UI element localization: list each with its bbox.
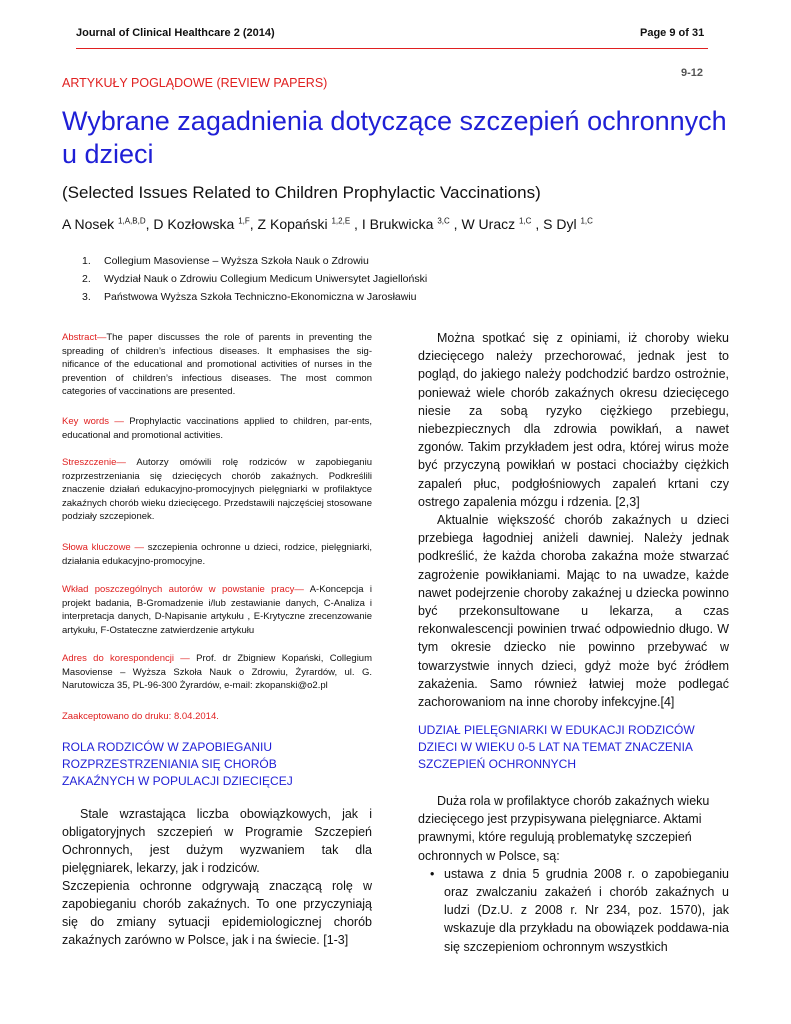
correspondence-label: Adres do korespondencji — <box>62 653 190 664</box>
author-separator: , <box>145 216 154 232</box>
page-range: 9-12 <box>681 67 704 79</box>
author-list <box>62 216 593 232</box>
author-contribution-label: Wkład poszczególnych autorów w powstanie pracy <box>62 584 295 595</box>
slowa-kluczowe-text: szczepienia ochronne u dzieci, rodzice, pielęgniarki, działania edukacyjno-promocyjne. <box>62 542 372 567</box>
accepted-date: 8.04.2014. <box>173 711 219 722</box>
correspondence-block <box>62 652 372 693</box>
author-separator: , <box>350 216 362 232</box>
keywords-block <box>62 415 372 442</box>
list-item <box>418 865 729 956</box>
author-name: W Uracz <box>461 216 516 232</box>
section-label: ARTYKUŁY POGLĄDOWE (REVIEW PAPERS) <box>62 76 328 90</box>
author-separator: , <box>531 216 544 232</box>
author-name: A Nosek <box>62 216 115 232</box>
right-paragraph-3: Duża rola w profilaktyce chorób zakaźnych wieku dziecięcego jest przypisywana pielęgniarce. Aktami prawnymi, które regulują problematykę szczepień ochronnych w Polsce, są: <box>418 794 710 863</box>
author-affiliation-sup: 3,C <box>437 216 450 226</box>
author-name: D Kozłowska <box>153 216 235 232</box>
author-separator: , <box>449 216 462 232</box>
slowa-kluczowe-block <box>62 541 372 568</box>
left-body <box>62 805 372 949</box>
article-title: Wybrane zagadnienia dotyczące szczepień ochronnych u dzieci <box>62 106 727 169</box>
right-paragraph-2: Aktualnie większość chorób zakaźnych u dzieci przebiega łagodniej aniżeli dawniej. Należy jednak podkreślić, że każda choroba zakaźna może stwarzać zagrożenie powikłaniami. Mając to na uwadze, każde nawet podejrzenie choroby zakaźnej u dziecka powinno być przekonsultowane u lekarza, a czas rekonwalescencji powinien trwać odpowiednio długo. W tym okresie dziecko nie powinno przebywać w towarzystwie innych dzieci, gdyż może być źródłem zakażenia. Samo również łatwiej może podlegać zachorowaniom na inne choroby infekcyjne.[4] <box>418 513 729 710</box>
accepted-label: Zaakceptowano do druku: <box>62 711 172 722</box>
author-name: I Brukwicka <box>361 216 434 232</box>
keywords-label: Key words — <box>62 416 124 427</box>
slowa-kluczowe-label: Słowa kluczowe — <box>62 542 144 553</box>
abstract-text: The paper discusses the role of parents in preventing the spreading of children’s infectious diseases. It emphasises the sig-nificance of the educational and promotional activities of nurses in the prevention of children’s infectious diseases. The most common categories of vaccinations are presented. <box>62 332 372 397</box>
right-body-top <box>418 329 729 711</box>
streszczenie-label: Streszczenie— <box>62 457 126 468</box>
author-name: Z Kopański <box>257 216 328 232</box>
header-rule <box>76 48 708 49</box>
author-name: S Dyl <box>543 216 577 232</box>
author-affiliation-sup: 1,2,E <box>331 216 351 226</box>
bullet-icon: • <box>430 866 435 881</box>
abstract-label: Abstract <box>62 332 97 343</box>
left-paragraph-1: Stale wzrastająca liczba obowiązkowych, jak i obligatoryjnych szczepień w Programie Szczepień Ochronnych, jest dużym wyzwaniem tak dla pielęgniarek, lekarzy, jak i rodziców. <box>62 807 372 875</box>
left-paragraph-2: Szczepienia ochronne odgrywają znaczącą rolę w zapobieganiu chorób zakaźnych. To one przyczyniają się do zmiany sytuacji epidemiologicznej chorób zakaźnych zarówno w Polsce, jak i na świecie. [1-3] <box>62 879 372 947</box>
right-paragraph-1: Można spotkać się z opiniami, iż choroby wieku dziecięcego należy przechorować, jednak jest to pogląd, do jakiego należy podchodzić bardzo ostrożnie, ponieważ wiele chorób zakaźnych okresu dziecięcego niesie za sobą ryzyko ciężkiego przebiegu, niebezpiecznych dla zdrowia powikłań, a nawet zgonów. Takim przykładem jest odra, której wirus może być przyczyną powikłań w postaci chociażby ciężkich zapaleń płuc, podgłośniowych zapaleń krtani czy ostrego zapalenia mózgu i rdzenia. [2,3] <box>418 331 729 509</box>
affiliation-list <box>82 252 427 306</box>
list-item-text: ustawa z dnia 5 grudnia 2008 r. o zapobieganiu oraz zwalczaniu zakażeń i chorób zakaźnych u ludzi (Dz.U. z 2008 r. Nr 234, poz. 1570), jak wskazuje dla przykładu na obowiązek poddawa-nia się szczepieniom ochronnym wszystkich <box>444 866 729 954</box>
keywords-text: Prophylactic vaccinations applied to children, par-ents, educational and promotional activities. <box>62 416 373 441</box>
right-section-heading: UDZIAŁ PIELĘGNIARKI W EDUKACJI RODZICÓW DZIECI W WIEKU 0-5 LAT NA TEMAT ZNACZENIA SZCZEPIEŃ OCHRONNYCH <box>418 723 695 771</box>
author-separator: , <box>249 216 258 232</box>
author-affiliation-sup: 1,C <box>580 216 593 226</box>
author-affiliation-sup: 1,A,B,D <box>118 216 146 226</box>
left-section-heading: ROLA RODZICÓW W ZAPOBIEGANIU ROZPRZESTRZENIANIA SIĘ CHORÓB ZAKAŹNYCH W POPULACJI DZIECIĘCEJ <box>62 740 293 788</box>
author-contribution-text: A-Koncepcja i projekt badania, B-Gromadzenie i/lub zestawianie danych, C-Analiza i interpretacja danych, D-Napisanie artykułu , E-Krytyczne zrecenzowanie artykułu, F-Ostateczne zatwierdzenie artykułu <box>62 584 373 636</box>
article-subtitle: (Selected Issues Related to Children Prophylactic Vaccinations) <box>62 183 541 202</box>
streszczenie-block <box>62 456 372 524</box>
accepted-block <box>62 710 372 724</box>
affiliation-item: 1. Collegium Masoviense – Wyższa Szkoła Nauk o Zdrowiu <box>82 255 369 267</box>
author-affiliation-sup: 1,F <box>238 216 250 226</box>
page-number: Page 9 of 31 <box>640 27 705 39</box>
right-body-bottom <box>418 792 729 956</box>
correspondence-text: Prof. dr Zbigniew Kopański, Collegium Masoviense – Wyższa Szkoła Nauk o Zdrowiu, Żyrardów, ul. G. Narutowicza 35, PL-96-300 Żyrardów, e-mail: zkopanski@o2.pl <box>62 653 372 691</box>
streszczenie-text: Autorzy omówili rolę rodziców w zapobieganiu rozprzestrzeniania się dziecięcych chorób zakaźnych. Podkreślili znaczenie działań edukacyjno-promocyjnych pielęgniarki w profilaktyce zakaźnych chorób wieku dziecięcego. Przedstawili najczęściej stosowane podziały szczepionek. <box>62 457 372 522</box>
affiliation-item: 3. Państwowa Wyższa Szkoła Techniczno-Ekonomiczna w Jarosławiu <box>82 291 417 303</box>
affiliation-item: 2. Wydział Nauk o Zdrowiu Collegium Medicum Uniwersytet Jagielloński <box>82 273 428 285</box>
journal-title: Journal of Clinical Healthcare 2 (2014) <box>76 27 275 39</box>
author-contribution-block: Wkład poszczególnych autorów w powstanie pracy— A-Koncepcja i projekt badania, B-Gromadzenie i/lub zestawianie danych, C-Analiza i interpretacja danych, D-Napisanie artykułu , E-Krytyczne zrecenzowanie artykułu, F-Ostateczne zatwierdzenie artykułu <box>62 584 373 636</box>
abstract-block: Abstract—The paper discusses the role of parents in preventing the spreading of children’s infectious diseases. It emphasises the sig-nificance of the educational and promotional activities of nurses in the prevention of children’s infectious diseases. The most common categories of vaccinations are presented. <box>62 332 372 397</box>
author-affiliation-sup: 1,C <box>519 216 532 226</box>
